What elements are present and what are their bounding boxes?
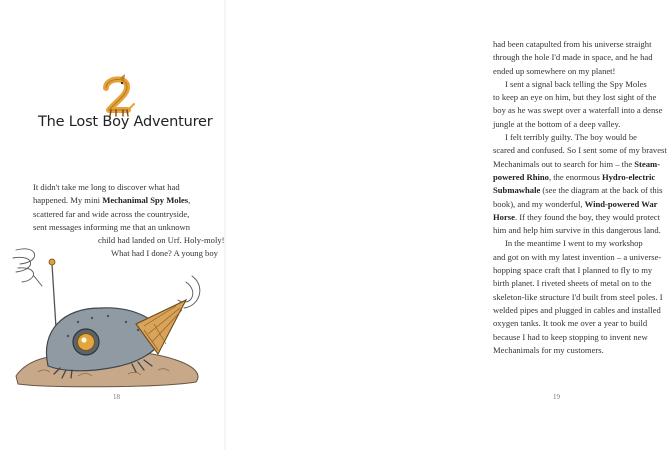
text-line: jungle at the bottom of a deep valley. bbox=[493, 118, 621, 129]
text-line: Mechanimals for my customers. bbox=[493, 344, 604, 355]
bold-term: Submawhale bbox=[493, 185, 541, 196]
text-line: I felt terribly guilty. The boy would be bbox=[505, 132, 637, 143]
text-line: happened. My mini Mechanimal Spy Moles, bbox=[33, 195, 191, 206]
text-line: scared and confused. So I sent some of my bravest bbox=[493, 145, 667, 156]
chapter-title: The Lost Boy Adventurer bbox=[38, 114, 213, 130]
page-number-left: 18 bbox=[113, 393, 120, 401]
text-line: Mechanimals out to search for him – the Steam- bbox=[493, 158, 661, 169]
right-body-text bbox=[493, 38, 668, 357]
chapter-number: 2 bbox=[118, 102, 119, 103]
text-line: to keep an eye on him, but they lost sight of the bbox=[493, 92, 657, 103]
page-number-right: 19 bbox=[553, 393, 560, 401]
bold-term: Hydro-electric bbox=[601, 171, 656, 182]
text-line: scattered far and wide across the countryside, bbox=[33, 208, 190, 219]
bold-term: Wind-powered War bbox=[584, 198, 658, 209]
bold-term: Horse bbox=[493, 211, 515, 222]
text-line: I sent a signal back telling the Spy Moles bbox=[505, 78, 647, 89]
text-line: ended up somewhere on my planet! bbox=[493, 65, 616, 76]
text-line: Submawhale (see the diagram at the back of this bbox=[493, 185, 663, 196]
text-line: birth planet. I riveted sheets of metal on to the bbox=[493, 278, 652, 289]
text-line: boy as he was swept over a waterfall into a dense bbox=[493, 105, 663, 116]
right-page bbox=[225, 0, 667, 450]
bold-term: powered Rhino bbox=[493, 171, 549, 182]
text-line: skeleton-like structure I'd built from steel poles. I bbox=[493, 291, 663, 302]
text-line: welded pipes and plugged in cables and installed bbox=[493, 304, 661, 315]
text-line: hopping space craft that I planned to fly to my bbox=[493, 265, 653, 276]
text-line: sent messages informing me that an unknown bbox=[33, 221, 191, 232]
bold-term: Steam- bbox=[634, 158, 661, 169]
text-line: It didn't take me long to discover what had bbox=[33, 182, 180, 192]
text-line: child had landed on Urf. Holy-moly! bbox=[98, 235, 225, 246]
text-line: and got on with my latest invention – a universe- bbox=[493, 251, 662, 262]
text-line: powered Rhino, the enormous Hydro-electric bbox=[493, 171, 656, 182]
text-line: book), and my wonderful, Wind-powered War bbox=[493, 198, 658, 209]
bold-term: Mechanimal Spy Moles bbox=[102, 195, 189, 206]
text-line: What had I done? A young boy bbox=[111, 248, 218, 259]
text-line: through the hole I'd made in space, and he had bbox=[493, 52, 653, 63]
text-line: Horse. If they found the boy, they would protect bbox=[493, 211, 660, 222]
text-line: had been catapulted from his universe straight bbox=[493, 39, 652, 49]
left-page bbox=[0, 0, 225, 450]
text-line: In the meantime I went to my workshop bbox=[505, 238, 643, 249]
text-line: him and help him survive in this dangerous land. bbox=[493, 225, 661, 236]
text-line: oxygen tanks. It took me over a year to build bbox=[493, 318, 648, 329]
text-line: because I had to keep stopping to invent new bbox=[493, 331, 648, 342]
